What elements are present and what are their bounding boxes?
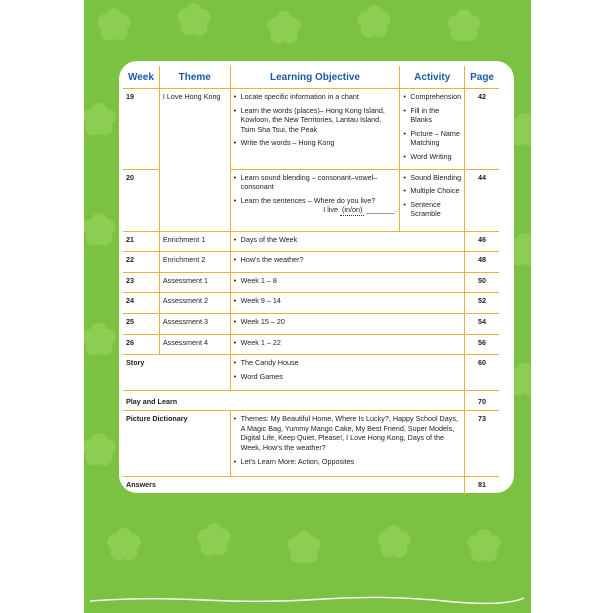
list-item: • Multiple Choice — [410, 186, 461, 196]
activity-cell — [400, 89, 465, 170]
page-cell: 42 — [465, 89, 499, 170]
list-item: • Themes: My Beautiful Home, Where Is Lucky?, Happy School Days, A Magic Bag, Yummy Mango Cake, My Best Friend, Super Models, Digital Life, Keep Quiet, Please!, I Love Hong Kong, Days of the Week, How's the weather? — [241, 414, 461, 452]
page-cell: 46 — [465, 231, 499, 252]
header-page: Page — [465, 66, 499, 89]
week-cell: 22 — [123, 252, 159, 273]
week-cell: 21 — [123, 231, 159, 252]
week-cell: 25 — [123, 313, 159, 334]
table-row — [123, 334, 499, 355]
page-cell: 81 — [465, 477, 499, 495]
section-label: Story — [123, 355, 230, 391]
list-item: • Word Writing — [410, 152, 461, 162]
list-item: • The Candy House — [241, 358, 461, 368]
table-row — [123, 252, 499, 273]
page-cell: 44 — [465, 169, 499, 231]
page-cell: 73 — [465, 411, 499, 477]
page-cell: 60 — [465, 355, 499, 391]
objective-cell — [230, 252, 464, 273]
header-activity: Activity — [400, 66, 465, 89]
list-item: • Picture – Name Matching — [410, 129, 461, 148]
activity-cell — [400, 169, 465, 231]
section-label: Answers — [123, 477, 465, 495]
table-row — [123, 477, 499, 495]
objective-cell — [230, 89, 400, 170]
answer-choice: (in/on) — [341, 205, 363, 215]
page-cell: 52 — [465, 293, 499, 314]
section-label: Picture Dictionary — [123, 411, 230, 477]
list-item: • Fill in the Blanks — [410, 106, 461, 125]
objective-cell — [230, 231, 464, 252]
list-item: • Comprehension — [410, 92, 461, 102]
page-cell: 56 — [465, 334, 499, 355]
week-cell: 24 — [123, 293, 159, 314]
header-week: Week — [123, 66, 159, 89]
list-item — [241, 196, 397, 216]
table-row — [123, 272, 499, 293]
table-row — [123, 89, 499, 170]
answer-blank: _______. — [366, 205, 397, 215]
chalk-line — [84, 583, 531, 613]
list-item: • Learn sound blending – consonant–vowel–consonant — [241, 173, 397, 192]
objective-cell — [230, 313, 464, 334]
theme-cell: Assessment 1 — [159, 272, 230, 293]
table-row — [123, 411, 499, 477]
page-cell: 50 — [465, 272, 499, 293]
week-cell: 26 — [123, 334, 159, 355]
theme-cell: Assessment 3 — [159, 313, 230, 334]
list-item: • How's the weather? — [241, 255, 461, 265]
week-cell: 20 — [123, 169, 159, 231]
theme-cell: I Love Hong Kong — [159, 89, 230, 232]
list-item: • Days of the Week — [241, 235, 461, 245]
week-cell: 19 — [123, 89, 159, 170]
sentence-prompt: Learn the sentences – Where do you live? — [240, 195, 376, 205]
header-theme: Theme — [159, 66, 230, 89]
list-item: • Week 15 – 20 — [241, 317, 461, 327]
answer-prefix: I live — [323, 205, 338, 215]
page-cell: 70 — [465, 391, 499, 411]
table-row — [123, 231, 499, 252]
table-row — [123, 293, 499, 314]
objective-cell — [230, 272, 464, 293]
header-objective: Learning Objective — [230, 66, 400, 89]
list-item: • Learn the words (places)– Hong Kong Island, Kowloon, the New Territories, Lantau Island, Tsim Sha Tsui, the Peak — [241, 106, 397, 135]
objective-cell — [230, 411, 464, 477]
theme-cell: Enrichment 2 — [159, 252, 230, 273]
table-row — [123, 313, 499, 334]
list-item: • Week 1 – 8 — [241, 276, 461, 286]
section-label: Play and Learn — [123, 391, 465, 411]
contents-table — [123, 66, 499, 495]
list-item: • Write the words – Hong Kong — [241, 138, 397, 148]
list-item: • Sound Blending — [410, 173, 461, 183]
theme-cell: Enrichment 1 — [159, 231, 230, 252]
theme-cell: Assessment 2 — [159, 293, 230, 314]
list-item: • Let's Learn More: Action, Opposites — [241, 457, 461, 467]
list-item: • Word Games — [241, 372, 461, 382]
page-cell: 54 — [465, 313, 499, 334]
list-item: • Week 9 – 14 — [241, 296, 461, 306]
list-item: • Locate specific information in a chant — [241, 92, 397, 102]
table-row — [123, 391, 499, 411]
week-cell: 23 — [123, 272, 159, 293]
header-row — [123, 66, 499, 89]
list-item: • Sentence Scramble — [410, 200, 461, 219]
theme-cell: Assessment 4 — [159, 334, 230, 355]
objective-cell — [230, 334, 464, 355]
sentence-answer — [241, 205, 397, 216]
table-row — [123, 355, 499, 391]
objective-cell — [230, 293, 464, 314]
list-item: • Week 1 – 22 — [241, 338, 461, 348]
objective-cell — [230, 169, 400, 231]
page-cell: 48 — [465, 252, 499, 273]
objective-cell — [230, 355, 464, 391]
